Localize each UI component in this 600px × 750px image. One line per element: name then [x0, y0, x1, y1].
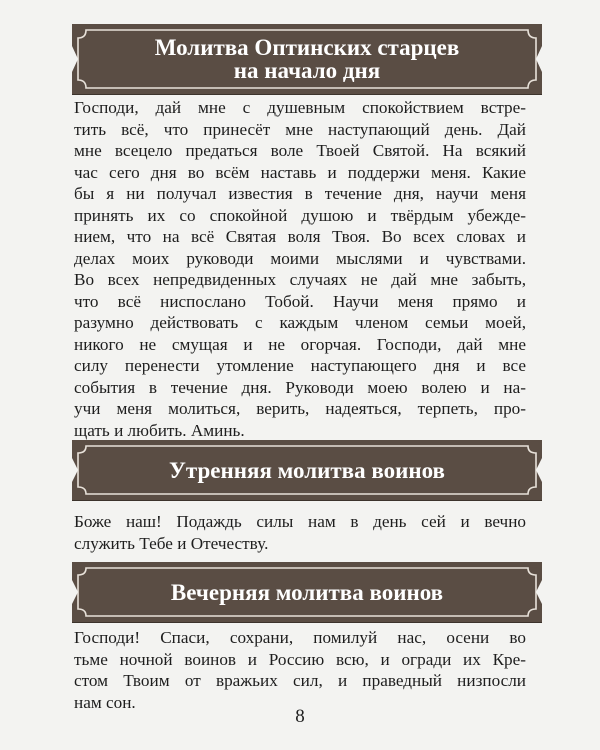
text-line: никого не смущая и не огорчая. Господи, дай мне — [74, 334, 526, 354]
text-line: принять их со спокойной душою и твёрдым убежде- — [74, 205, 526, 225]
section-title — [72, 440, 542, 500]
section-banner-optina — [72, 24, 542, 94]
text-line: Боже наш! Подаждь силы нам в день сей и вечно — [74, 512, 526, 531]
section-banner-morning — [72, 440, 542, 500]
prayer-text-optina — [74, 97, 526, 441]
text-line: стом Твоим от вражьих сил, и праведный низпосли — [74, 671, 526, 690]
text-line: мне всецело предаться воле Твоей Святой. На всякий — [74, 141, 526, 160]
text-line: бы я ни получал известия в течение дня, научи меня — [74, 184, 526, 203]
text-line: делах моих руководи моими мыслями и чувствами. — [74, 248, 526, 268]
text-line: час сего дня во всём наставь и поддержи меня. Какие — [74, 162, 526, 182]
section-title — [72, 24, 542, 94]
text-line: разумно действовать с каждым членом семьи моей, — [74, 313, 526, 332]
text-line: Господи, дай мне с душевным спокойствием встре- — [74, 98, 526, 117]
text-line: что всё ниспослано Тобой. Научи меня прямо и — [74, 291, 526, 311]
text-line: силу перенести утомление наступающего дня и все — [74, 356, 526, 375]
section-title-line1: Вечерняя молитва воинов — [170, 579, 444, 605]
text-line: Во всех непредвиденных случаях не дай мне забыть, — [74, 270, 526, 289]
section-title-line2: на начало дня — [233, 58, 381, 83]
text-line: тить всё, что принесёт мне наступающий день. Дай — [74, 119, 526, 139]
section-title-line1: Молитва Оптинских старцев — [154, 35, 460, 60]
text-line: нием, что на всё Святая воля Твоя. Во всех словах и — [74, 227, 526, 246]
page-number: 8 — [295, 706, 305, 727]
prayer-text-evening — [74, 627, 526, 713]
text-line: щать и любить. Аминь. — [74, 420, 245, 440]
text-line: тьме ночной воинов и Россию всю, и огради их Кре- — [74, 649, 526, 669]
text-line: нам сон. — [74, 692, 136, 712]
prayer-text-morning — [74, 511, 526, 554]
section-title — [72, 562, 542, 622]
section-banner-evening — [72, 562, 542, 622]
text-line: Господи! Спаси, сохрани, помилуй нас, осени во — [74, 628, 526, 647]
section-title-line1: Утренняя молитва воинов — [169, 457, 445, 483]
text-line: учи меня молиться, верить, надеяться, терпеть, про- — [74, 399, 526, 418]
text-line: события в течение дня. Руководи моею волею и на- — [74, 377, 526, 397]
text-line: служить Тебе и Отечеству. — [74, 533, 269, 553]
